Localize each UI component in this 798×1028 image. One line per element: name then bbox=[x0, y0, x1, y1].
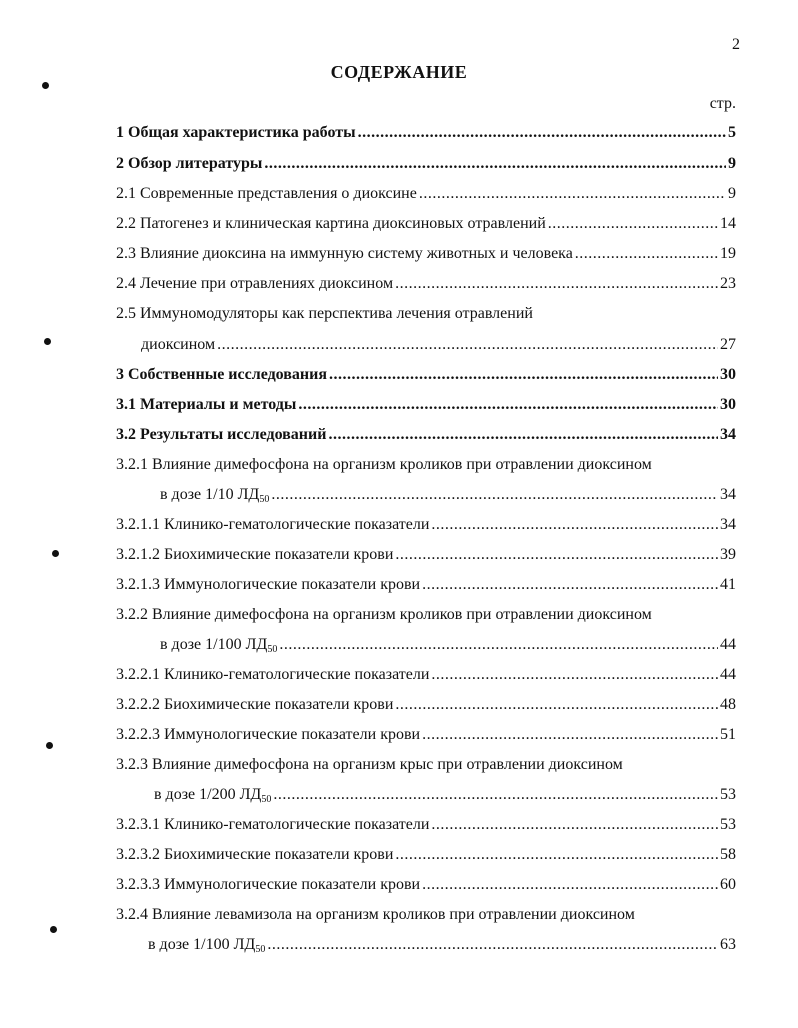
toc-entry[interactable] bbox=[116, 396, 736, 418]
toc-entry-page: 44 bbox=[720, 636, 736, 653]
toc-entry-page: 53 bbox=[720, 786, 736, 803]
toc-entry-title: 3.1 Материалы и методы bbox=[116, 396, 297, 413]
toc-entry-page: 19 bbox=[720, 245, 736, 262]
toc-entry-page: 41 bbox=[720, 576, 736, 593]
toc-entry-page: 23 bbox=[720, 275, 736, 292]
toc-entry-title[interactable]: 3.2.1 Влияние димефосфона на организм кроликов при отравлении диоксином bbox=[116, 456, 652, 473]
toc-entry[interactable] bbox=[116, 546, 736, 568]
binding-mark bbox=[52, 550, 59, 557]
toc-entry-page: 14 bbox=[720, 215, 736, 232]
toc-entry-page: 27 bbox=[720, 336, 736, 353]
toc-entry-title: 2 Обзор литературы bbox=[116, 155, 263, 172]
pages-column-label: стр. bbox=[709, 95, 736, 112]
toc-entry-title: 3.2.3.3 Иммунологические показатели крови bbox=[116, 876, 421, 893]
toc-entry-page: 34 bbox=[720, 486, 736, 503]
toc-entry-title: 3.2.1.3 Иммунологические показатели крови bbox=[116, 576, 421, 593]
toc-entry-page: 44 bbox=[720, 666, 736, 683]
toc-entry-page: 51 bbox=[720, 726, 736, 743]
toc-entry-title: 3.2 Результаты исследований bbox=[116, 426, 327, 443]
page-title: СОДЕРЖАНИЕ bbox=[330, 62, 468, 82]
toc-entry-page: 63 bbox=[720, 936, 736, 953]
toc-entry[interactable] bbox=[116, 245, 736, 267]
toc-entry[interactable] bbox=[116, 516, 736, 538]
toc-entry[interactable] bbox=[154, 786, 736, 808]
toc-entry-title: 3.2.3.2 Биохимические показатели крови bbox=[116, 846, 394, 863]
toc-entry[interactable] bbox=[116, 726, 736, 748]
toc-entry-title: 2.4 Лечение при отравлениях диоксином bbox=[116, 275, 394, 292]
toc-entry[interactable] bbox=[116, 666, 736, 688]
toc-entry[interactable] bbox=[116, 426, 736, 448]
toc-entry-page: 5 bbox=[728, 124, 736, 141]
toc-entry-title[interactable]: 3.2.2 Влияние димефосфона на организм кроликов при отравлении диоксином bbox=[116, 606, 652, 623]
toc-entry-title: 3.2.1.2 Биохимические показатели крови bbox=[116, 546, 394, 563]
toc-entry-page: 30 bbox=[720, 396, 736, 413]
toc-entry-title[interactable]: 3.2.4 Влияние левамизола на организм кроликов при отравлении диоксином bbox=[116, 906, 635, 923]
toc-entry-page: 34 bbox=[720, 516, 736, 533]
toc-entry[interactable] bbox=[116, 576, 736, 598]
toc-entry-title: 2.1 Современные представления о диоксине bbox=[116, 185, 417, 202]
toc-entry[interactable] bbox=[116, 846, 736, 868]
toc-entry-title-continued: в дозе 1/100 $ЛД_{50}$ bbox=[160, 636, 278, 655]
toc-entry-title: 2.2 Патогенез и клиническая картина диоксиновых отравлений bbox=[116, 215, 546, 232]
toc-entry-title-continued: в дозе 1/100 $ЛД_{50}$ bbox=[148, 936, 266, 955]
toc-entry-title: 3.2.3.1 Клинико-гематологические показатели bbox=[116, 816, 430, 833]
toc-entry-title-continued: в дозе 1/200 $ЛД_{50}$ bbox=[154, 786, 272, 805]
toc-entry[interactable] bbox=[148, 936, 736, 958]
toc-entry[interactable] bbox=[116, 155, 736, 177]
toc-entry-page: 30 bbox=[720, 366, 736, 383]
toc-entry-title-continued: в дозе 1/10 $ЛД_{50}$ bbox=[160, 486, 270, 505]
binding-mark bbox=[44, 338, 51, 345]
toc-entry[interactable] bbox=[116, 366, 736, 388]
toc-entry[interactable] bbox=[116, 124, 736, 146]
toc-entry-title: 3 Собственные исследования bbox=[116, 366, 328, 383]
toc-entry-page: 60 bbox=[720, 876, 736, 893]
toc-entry[interactable] bbox=[160, 636, 736, 658]
toc-entry-page: 34 bbox=[720, 426, 736, 443]
toc-entry-title: 3.2.2.1 Клинико-гематологические показатели bbox=[116, 666, 430, 683]
toc-entry-title: 2.3 Влияние диоксина на иммунную систему животных и человека bbox=[116, 245, 573, 262]
toc-entry-page: 53 bbox=[720, 816, 736, 833]
toc-entry-title: 3.2.2.2 Биохимические показатели крови bbox=[116, 696, 394, 713]
toc-entry-title[interactable]: 2.5 Иммуномодуляторы как перспектива лечения отравлений bbox=[116, 305, 533, 322]
toc-entry-title: 1 Общая характеристика работы bbox=[116, 124, 356, 141]
toc-entry-page: 58 bbox=[720, 846, 736, 863]
toc-entry-page: 9 bbox=[728, 155, 736, 172]
toc-entry-page: 9 bbox=[728, 185, 736, 202]
toc-entry[interactable] bbox=[116, 185, 736, 207]
toc-entry[interactable] bbox=[116, 816, 736, 838]
toc-entry[interactable] bbox=[116, 876, 736, 898]
toc-entry-page: 39 bbox=[720, 546, 736, 563]
page-number: 2 bbox=[732, 36, 740, 53]
toc-entry-page: 48 bbox=[720, 696, 736, 713]
toc-entry[interactable] bbox=[160, 486, 736, 508]
toc-entry[interactable] bbox=[116, 215, 736, 237]
binding-mark bbox=[42, 82, 49, 89]
toc-entry-title: 3.2.2.3 Иммунологические показатели крови bbox=[116, 726, 421, 743]
binding-mark bbox=[50, 926, 57, 933]
binding-mark bbox=[46, 742, 53, 749]
toc-entry-title: 3.2.1.1 Клинико-гематологические показатели bbox=[116, 516, 430, 533]
toc-entry[interactable] bbox=[116, 275, 736, 297]
toc-entry-title-continued: диоксином bbox=[141, 336, 216, 353]
toc-entry[interactable] bbox=[141, 336, 736, 358]
toc-entry-title[interactable]: 3.2.3 Влияние димефосфона на организм крыс при отравлении диоксином bbox=[116, 756, 623, 773]
toc-entry[interactable] bbox=[116, 696, 736, 718]
